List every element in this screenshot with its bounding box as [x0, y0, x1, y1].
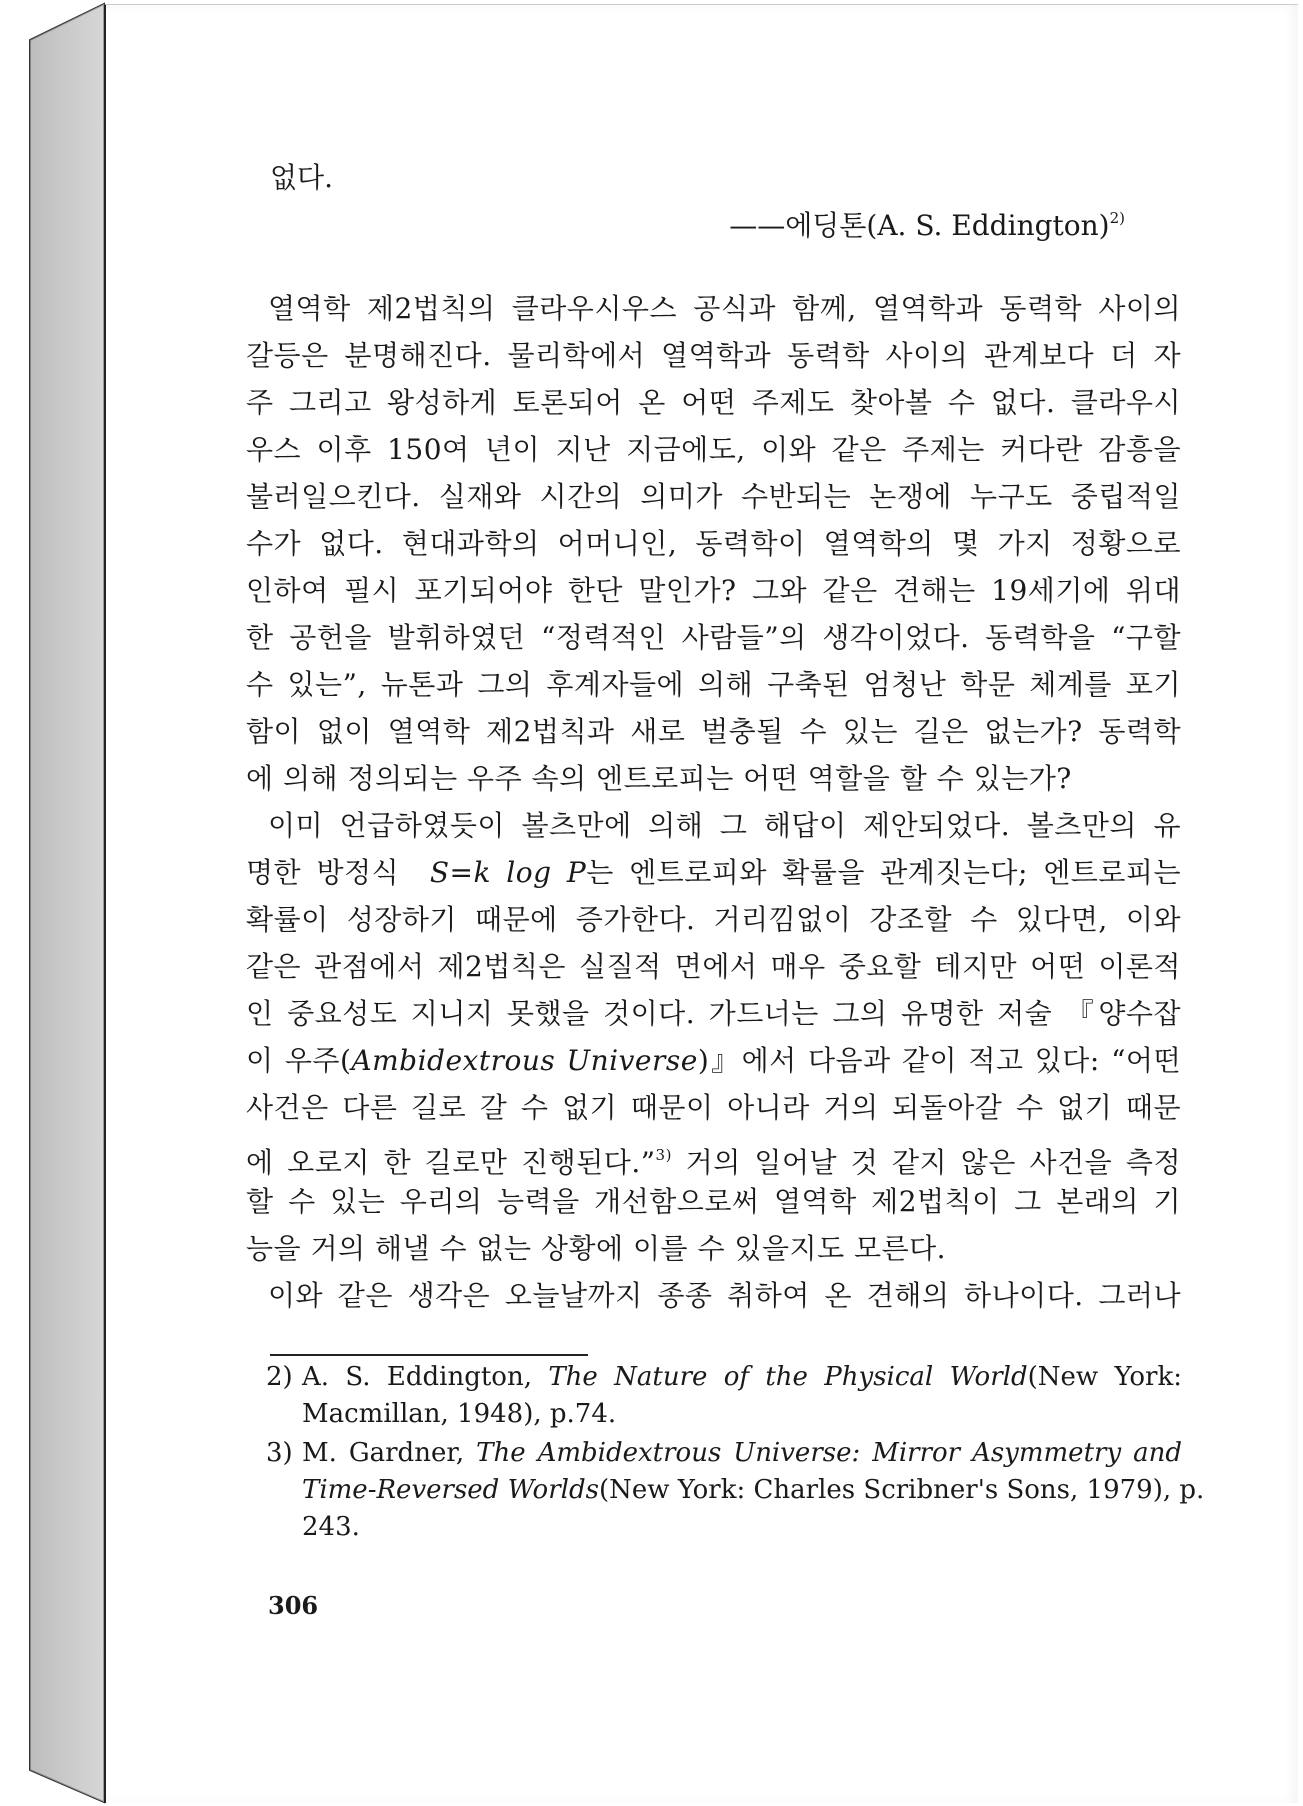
footnote-line: 243.: [302, 1512, 360, 1542]
text-line: 수 있는”, 뉴톤과 그의 후계자들에 의해 구축된 엄청난 학문 체계를 포기: [246, 668, 1181, 701]
text-line: 능을 거의 해낼 수 없는 상황에 이를 수 있을지도 모른다.: [246, 1232, 947, 1265]
text-line: 열역학 제2법칙의 클라우시우스 공식과 함께, 열역학과 동력학 사이의: [268, 292, 1181, 325]
footnote-ref-2: 2): [1109, 209, 1125, 227]
text-line: 할 수 있는 우리의 능력을 개선함으로써 열역학 제2법칙이 그 본래의 기: [246, 1185, 1181, 1218]
footnote-ref-3: 3): [655, 1146, 672, 1164]
epigraph-attribution: ——에딩톤(A. S. Eddington)$^{2)}$: [729, 209, 1125, 242]
text-line: 에 오로지 한 길로만 진행된다.”$^{3)}$ 거의 일어날 것 같지 않은 사건을 측정: [246, 1146, 1181, 1179]
text-line: 불러일으킨다. 실재와 시간의 의미가 수반되는 논쟁에 누구도 중립적일: [246, 480, 1181, 513]
footnote-line: A. S. Eddington, The Nature of the Physical World(New York:: [302, 1362, 1182, 1392]
text-line: 사건은 다른 길로 갈 수 없기 때문이 아니라 거의 되돌아갈 수 없기 때문: [246, 1091, 1181, 1124]
text-line: 이미 언급하였듯이 볼츠만에 의해 그 해답이 제안되었다. 볼츠만의 유: [268, 809, 1181, 842]
text-line: 갈등은 분명해진다. 물리학에서 열역학과 동력학 사이의 관계보다 더 자: [246, 339, 1181, 372]
footnote-line: M. Gardner, The Ambidextrous Universe: Mirror Asymmetry and: [302, 1438, 1182, 1468]
text-line: 함이 없이 열역학 제2법칙과 새로 벌충될 수 있는 길은 없는가? 동력학: [246, 715, 1181, 748]
text-line: 인 중요성도 지니지 못했을 것이다. 가드너는 그의 유명한 저술 『양수잡: [246, 997, 1181, 1030]
text-line: 이 우주(Ambidextrous Universe)』에서 다음과 같이 적고 있다: “어떤: [246, 1044, 1182, 1077]
text-line: 이와 같은 생각은 오늘날까지 종종 취하여 온 견해의 하나이다. 그러나: [268, 1279, 1181, 1312]
text-line: 우스 이후 150여 년이 지난 지금에도, 이와 같은 주제는 커다란 감흥을: [246, 433, 1181, 466]
footnote-number: 3): [266, 1438, 293, 1468]
footnote-line: Time-Reversed Worlds(New York: Charles Scribner's Sons, 1979), p.: [302, 1475, 1205, 1505]
text-line: 같은 관점에서 제2법칙은 실질적 면에서 매우 중요할 테지만 어떤 이론적: [246, 950, 1181, 983]
page-number: 306: [268, 1591, 319, 1620]
quote-ending: 없다.: [270, 161, 333, 194]
text-line: 인하여 필시 포기되어야 한단 말인가? 그와 같은 견해는 19세기에 위대: [246, 574, 1181, 607]
book-title: Ambidextrous Universe: [351, 1044, 698, 1077]
footnote-divider: [270, 1354, 588, 1356]
text-line: 확률이 성장하기 때문에 증가한다. 거리낌없이 강조할 수 있다면, 이와: [246, 903, 1181, 936]
footnote-line: Macmillan, 1948), p.74.: [302, 1399, 617, 1429]
text-line: 명한 방정식 S=k log P는 엔트로피와 확률을 관계짓는다; 엔트로피는: [246, 856, 1181, 889]
text-line: 에 의해 정의되는 우주 속의 엔트로피는 어떤 역할을 할 수 있는가?: [246, 762, 1072, 795]
text-line: 주 그리고 왕성하게 토론되어 온 어떤 주제도 찾아볼 수 없다. 클라우시: [246, 386, 1181, 419]
footnote-number: 2): [266, 1362, 293, 1392]
text-line: 한 공헌을 발휘하였던 “정력적인 사람들”의 생각이었다. 동력학을 “구할: [246, 621, 1181, 654]
boltzmann-equation: S=k log P: [429, 856, 587, 889]
text-line: 수가 없다. 현대과학의 어머니인, 동력학이 열역학의 몇 가지 정황으로: [246, 527, 1181, 560]
